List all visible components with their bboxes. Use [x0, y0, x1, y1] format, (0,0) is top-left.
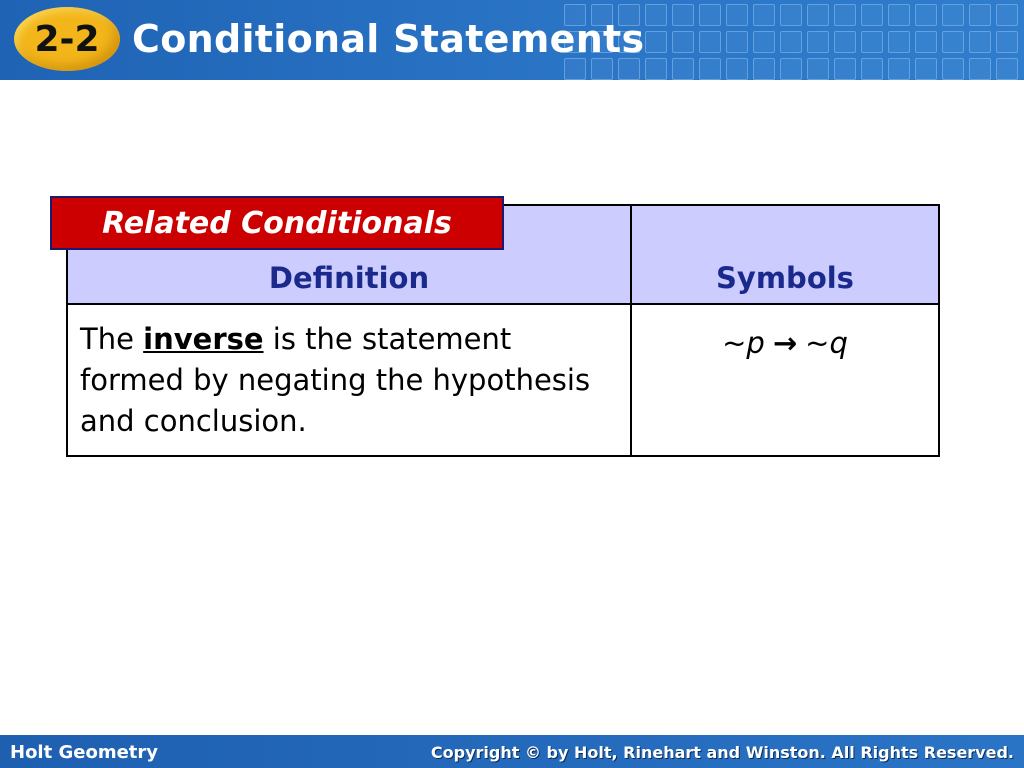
grid-square	[753, 31, 775, 53]
grid-square	[645, 4, 667, 26]
grid-square	[780, 4, 802, 26]
definition-cell	[67, 304, 631, 456]
grid-square	[645, 31, 667, 53]
grid-square	[699, 31, 721, 53]
grid-square	[807, 58, 829, 80]
grid-square	[780, 31, 802, 53]
grid-square	[834, 31, 856, 53]
grid-square	[996, 4, 1018, 26]
grid-square	[888, 31, 910, 53]
grid-square	[861, 4, 883, 26]
symbol-left: ~p	[722, 326, 765, 360]
grid-square	[969, 58, 991, 80]
grid-square	[726, 58, 748, 80]
header-bar	[0, 0, 1024, 80]
grid-square	[942, 4, 964, 26]
grid-square	[591, 58, 613, 80]
grid-square	[726, 31, 748, 53]
grid-square	[861, 58, 883, 80]
grid-square	[915, 4, 937, 26]
grid-square	[672, 4, 694, 26]
grid-square	[996, 31, 1018, 53]
grid-square	[807, 4, 829, 26]
column-header-definition: Definition	[67, 205, 631, 304]
grid-square	[888, 58, 910, 80]
grid-square	[807, 31, 829, 53]
page-title: Conditional Statements	[132, 17, 645, 61]
footer-copyright: Copyright © by Holt, Rinehart and Winston. All Rights Reserved.	[430, 743, 1014, 762]
grid-square	[942, 31, 964, 53]
grid-square	[672, 58, 694, 80]
table-label-tab: Related Conditionals	[50, 196, 504, 250]
grid-square	[915, 31, 937, 53]
grid-square	[969, 4, 991, 26]
footer-course-name: Holt Geometry	[10, 742, 158, 763]
grid-square	[996, 58, 1018, 80]
definition-suffix: is the statement formed by negating the hypothesis and conclusion.	[80, 321, 591, 438]
symbols-cell	[631, 304, 939, 456]
grid-square	[915, 58, 937, 80]
grid-square	[699, 4, 721, 26]
grid-square	[753, 4, 775, 26]
grid-square	[861, 31, 883, 53]
lesson-badge: 2-2	[14, 7, 120, 71]
grid-square	[969, 31, 991, 53]
grid-square	[645, 58, 667, 80]
grid-square	[888, 4, 910, 26]
footer-bar	[0, 735, 1024, 768]
grid-square	[942, 58, 964, 80]
grid-square	[834, 4, 856, 26]
grid-square	[726, 4, 748, 26]
definition-prefix: The	[80, 321, 144, 356]
table-row	[67, 304, 939, 456]
term-inverse: inverse	[143, 321, 264, 356]
grid-square	[834, 58, 856, 80]
grid-square	[699, 58, 721, 80]
grid-square	[618, 58, 640, 80]
arrow-icon: →	[772, 326, 798, 360]
grid-square	[672, 31, 694, 53]
symbol-right: ~q	[805, 326, 848, 360]
grid-square	[753, 58, 775, 80]
grid-square	[780, 58, 802, 80]
column-header-symbols: Symbols	[631, 205, 939, 304]
grid-square	[564, 58, 586, 80]
